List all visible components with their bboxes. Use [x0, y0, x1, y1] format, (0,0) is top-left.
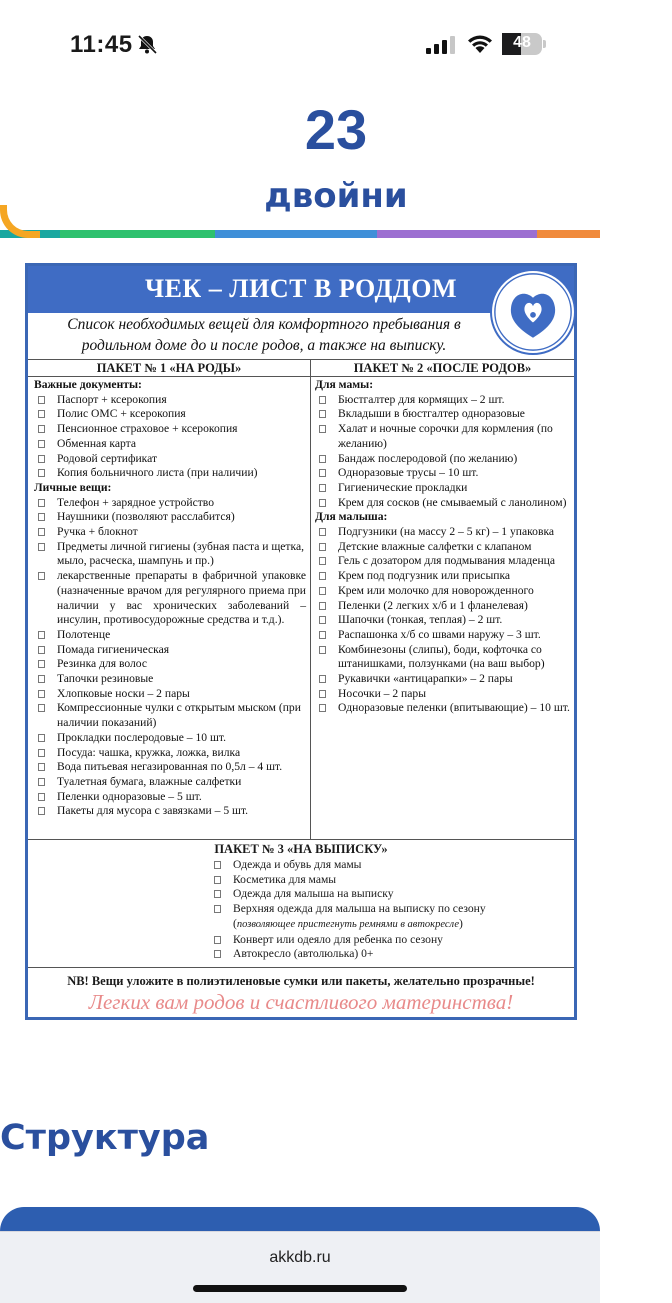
checklist-item: Тапочки резиновые: [34, 672, 306, 687]
checklist-item: Вкладыши в бюстгалтер одноразовые: [315, 407, 570, 422]
checkbox-icon: [38, 543, 45, 551]
checkbox-icon: [38, 690, 45, 698]
checkbox-icon: [319, 484, 326, 492]
color-bar-segment: [377, 230, 537, 238]
checkbox-icon: [38, 513, 45, 521]
checkbox-icon: [319, 690, 326, 698]
checkbox-icon: [38, 396, 45, 404]
url-text[interactable]: akkdb.ru: [269, 1249, 331, 1266]
battery-icon: [502, 33, 546, 55]
package-headers-row: [28, 359, 574, 377]
checkbox-icon: [319, 704, 326, 712]
checklist-item: Крем под подгузник или присыпка: [315, 569, 570, 584]
column-divider: [310, 359, 311, 839]
checklist-item: Предметы личной гигиены (зубная паста и щетка, мыло, расческа, шампунь и пр.): [34, 540, 306, 569]
wish-text: Легких вам родов и счастливого материнства!: [88, 990, 514, 1014]
package3-list: [210, 858, 510, 962]
package3-header: ПАКЕТ № 3 «НА ВЫПИСКУ»: [214, 842, 388, 856]
checkbox-icon: [38, 704, 45, 712]
section-title: Для малыша:: [315, 510, 388, 524]
checkbox-icon: [319, 675, 326, 683]
checklist-item: Телефон + зарядное устройство: [34, 496, 306, 511]
checklist-item: Одежда для малыша на выписку: [210, 887, 510, 902]
checklist-subtitle: Список необходимых вещей для комфортного пребывания в родильном доме до и после родов, а также на выписку.: [67, 316, 461, 354]
checkbox-icon: [38, 675, 45, 683]
section-title: Личные вещи:: [34, 480, 112, 494]
checkbox-icon: [214, 936, 221, 944]
checklist-item: Полотенце: [34, 628, 306, 643]
checkbox-icon: [214, 890, 221, 898]
checklist-item: Верхняя одежда для малыша на выписку по сезону (позволяющее пристегнуть ремнями в автокресле): [210, 902, 510, 932]
checklist-item: Рукавички «антицарапки» – 2 пары: [315, 672, 570, 687]
package1-header: ПАКЕТ № 1 «НА РОДЫ»: [96, 361, 242, 375]
item-hint: позволяющее пристегнуть ремнями в автокресле: [236, 918, 460, 930]
checklist-item: Крем для сосков (не смываемый с ланолином): [315, 496, 570, 511]
checklist-item: Конверт или одеяло для ребенка по сезону: [210, 933, 510, 948]
checkbox-icon: [38, 734, 45, 742]
checkbox-icon: [319, 469, 326, 477]
checklist-item: Носочки – 2 пары: [315, 687, 570, 702]
cellular-signal-icon: [426, 36, 456, 54]
color-bar-segment: [215, 230, 377, 238]
checkbox-icon: [319, 557, 326, 565]
checkbox-icon: [319, 543, 326, 551]
checklist-item: Родовой сертификат: [34, 452, 306, 467]
checkbox-icon: [38, 778, 45, 786]
checkbox-icon: [214, 950, 221, 958]
checklist-item: Одноразовые пеленки (впитывающие) – 10 шт.: [315, 701, 570, 716]
checkbox-icon: [38, 763, 45, 771]
checklist-item: Прокладки послеродовые – 10 шт.: [34, 731, 306, 746]
checklist-item: Подгузники (на массу 2 – 5 кг) – 1 упаковка: [315, 525, 570, 540]
stat-card: [0, 70, 600, 238]
checkbox-icon: [38, 572, 45, 580]
stat-number: 23: [304, 98, 368, 161]
bell-muted-icon: [136, 33, 158, 55]
checklist-item: Пенсионное страховое + ксерокопия: [34, 422, 306, 437]
checkbox-icon: [38, 499, 45, 507]
checklist-item: Копия больничного листа (при наличии): [34, 466, 306, 481]
checkbox-icon: [319, 602, 326, 610]
checklist-image[interactable]: [25, 263, 577, 1020]
stat-label: двойни: [264, 176, 408, 216]
checkbox-icon: [319, 631, 326, 639]
checkbox-icon: [319, 499, 326, 507]
checkbox-icon: [38, 807, 45, 815]
package2-list: [315, 378, 570, 716]
checkbox-icon: [38, 455, 45, 463]
checkbox-icon: [38, 793, 45, 801]
checklist-item: Наушники (позволяют расслабится): [34, 510, 306, 525]
browser-address-bar[interactable]: [0, 1231, 600, 1303]
checkbox-icon: [38, 749, 45, 757]
note-section: [28, 967, 574, 1017]
package1-list: [34, 378, 306, 819]
checklist-item: Крем или молочко для новорожденного: [315, 584, 570, 599]
section-heading: Структура: [0, 1118, 210, 1158]
checklist-item: Обменная карта: [34, 437, 306, 452]
checklist-item: Комбинезоны (слипы), боди, кофточка со штанишками, ползунками (на ваш выбор): [315, 643, 570, 672]
checkbox-icon: [319, 587, 326, 595]
checklist-item: Бандаж послеродовой (по желанию): [315, 452, 570, 467]
checklist-item: Ручка + блокнот: [34, 525, 306, 540]
section-title: Важные документы:: [34, 378, 142, 391]
checklist-item: Одноразовые трусы – 10 шт.: [315, 466, 570, 481]
checkbox-icon: [38, 425, 45, 433]
battery-percent: 48: [513, 34, 531, 51]
checklist-item: Автокресло (автолюлька) 0+: [210, 947, 510, 962]
checklist-item: Пеленки (2 легких х/б и 1 фланелевая): [315, 599, 570, 614]
checkbox-icon: [319, 616, 326, 624]
checklist-item: Одежда и обувь для мамы: [210, 858, 510, 873]
home-indicator[interactable]: [193, 1285, 407, 1292]
clock: 11:45: [70, 31, 133, 58]
checkbox-icon: [319, 528, 326, 536]
checkbox-icon: [319, 425, 326, 433]
checkbox-icon: [38, 631, 45, 639]
stat-card-color-bar: [0, 230, 600, 238]
checkbox-icon: [214, 861, 221, 869]
checkbox-icon: [38, 528, 45, 536]
checkbox-icon: [38, 440, 45, 448]
checklist-item: Косметика для мамы: [210, 873, 510, 888]
checkbox-icon: [319, 646, 326, 654]
wifi-icon: [466, 33, 494, 55]
checkbox-icon: [214, 876, 221, 884]
checklist-item: Халат и ночные сорочки для кормления (по желанию): [315, 422, 570, 451]
checklist-item: Посуда: чашка, кружка, ложка, вилка: [34, 746, 306, 761]
checklist-item: Распашонка х/б со швами наружу – 3 шт.: [315, 628, 570, 643]
hospital-logo-icon: [490, 269, 576, 355]
checkbox-icon: [319, 396, 326, 404]
color-bar-segment: [60, 230, 215, 238]
checkbox-icon: [38, 410, 45, 418]
checklist-item: Детские влажные салфетки с клапаном: [315, 540, 570, 555]
checklist-item: Вода питьевая негазированная по 0,5л – 4 шт.: [34, 760, 306, 775]
checklist-item: Полис ОМС + ксерокопия: [34, 407, 306, 422]
checklist-item: Бюстгалтер для кормящих – 2 шт.: [315, 393, 570, 408]
package2-header: ПАКЕТ № 2 «ПОСЛЕ РОДОВ»: [353, 361, 532, 375]
package3-section: [28, 839, 574, 967]
section-title: Для мамы:: [315, 378, 374, 391]
checklist-item: Резинка для волос: [34, 657, 306, 672]
checkbox-icon: [38, 469, 45, 477]
checklist-item: Гель с дозатором для подмывания младенца: [315, 554, 570, 569]
checklist-item: Компрессионные чулки с открытым мыском (при наличии показаний): [34, 701, 306, 730]
checkbox-icon: [319, 455, 326, 463]
checklist-item: Паспорт + ксерокопия: [34, 393, 306, 408]
checkbox-icon: [319, 410, 326, 418]
checklist-item: Гигиенические прокладки: [315, 481, 570, 496]
checklist-item: Помада гигиеническая: [34, 643, 306, 658]
checklist-item: Шапочки (тонкая, теплая) – 2 шт.: [315, 613, 570, 628]
checklist-item: Пеленки одноразовые – 5 шт.: [34, 790, 306, 805]
checklist-item: Туалетная бумага, влажные салфетки: [34, 775, 306, 790]
checklist-title: ЧЕК – ЛИСТ В РОДДОМ: [144, 274, 458, 303]
checklist-item: Пакеты для мусора с завязками – 5 шт.: [34, 804, 306, 819]
checkbox-icon: [214, 905, 221, 913]
checklist-item: Хлопковые носки – 2 пары: [34, 687, 306, 702]
checkbox-icon: [38, 646, 45, 654]
color-bar-segment: [537, 230, 600, 238]
checkbox-icon: [319, 572, 326, 580]
checkbox-icon: [38, 660, 45, 668]
checklist-item: лекарственные препараты в фабричной упаковке (назначенные врачом для регулярного приема при наличии у вас хронических заболеваний – инсулин, противосудорожные средства и т.д.).: [34, 569, 306, 628]
note-text: NB! Вещи уложите в полиэтиленовые сумки или пакеты, желательно прозрачные!: [67, 974, 535, 988]
